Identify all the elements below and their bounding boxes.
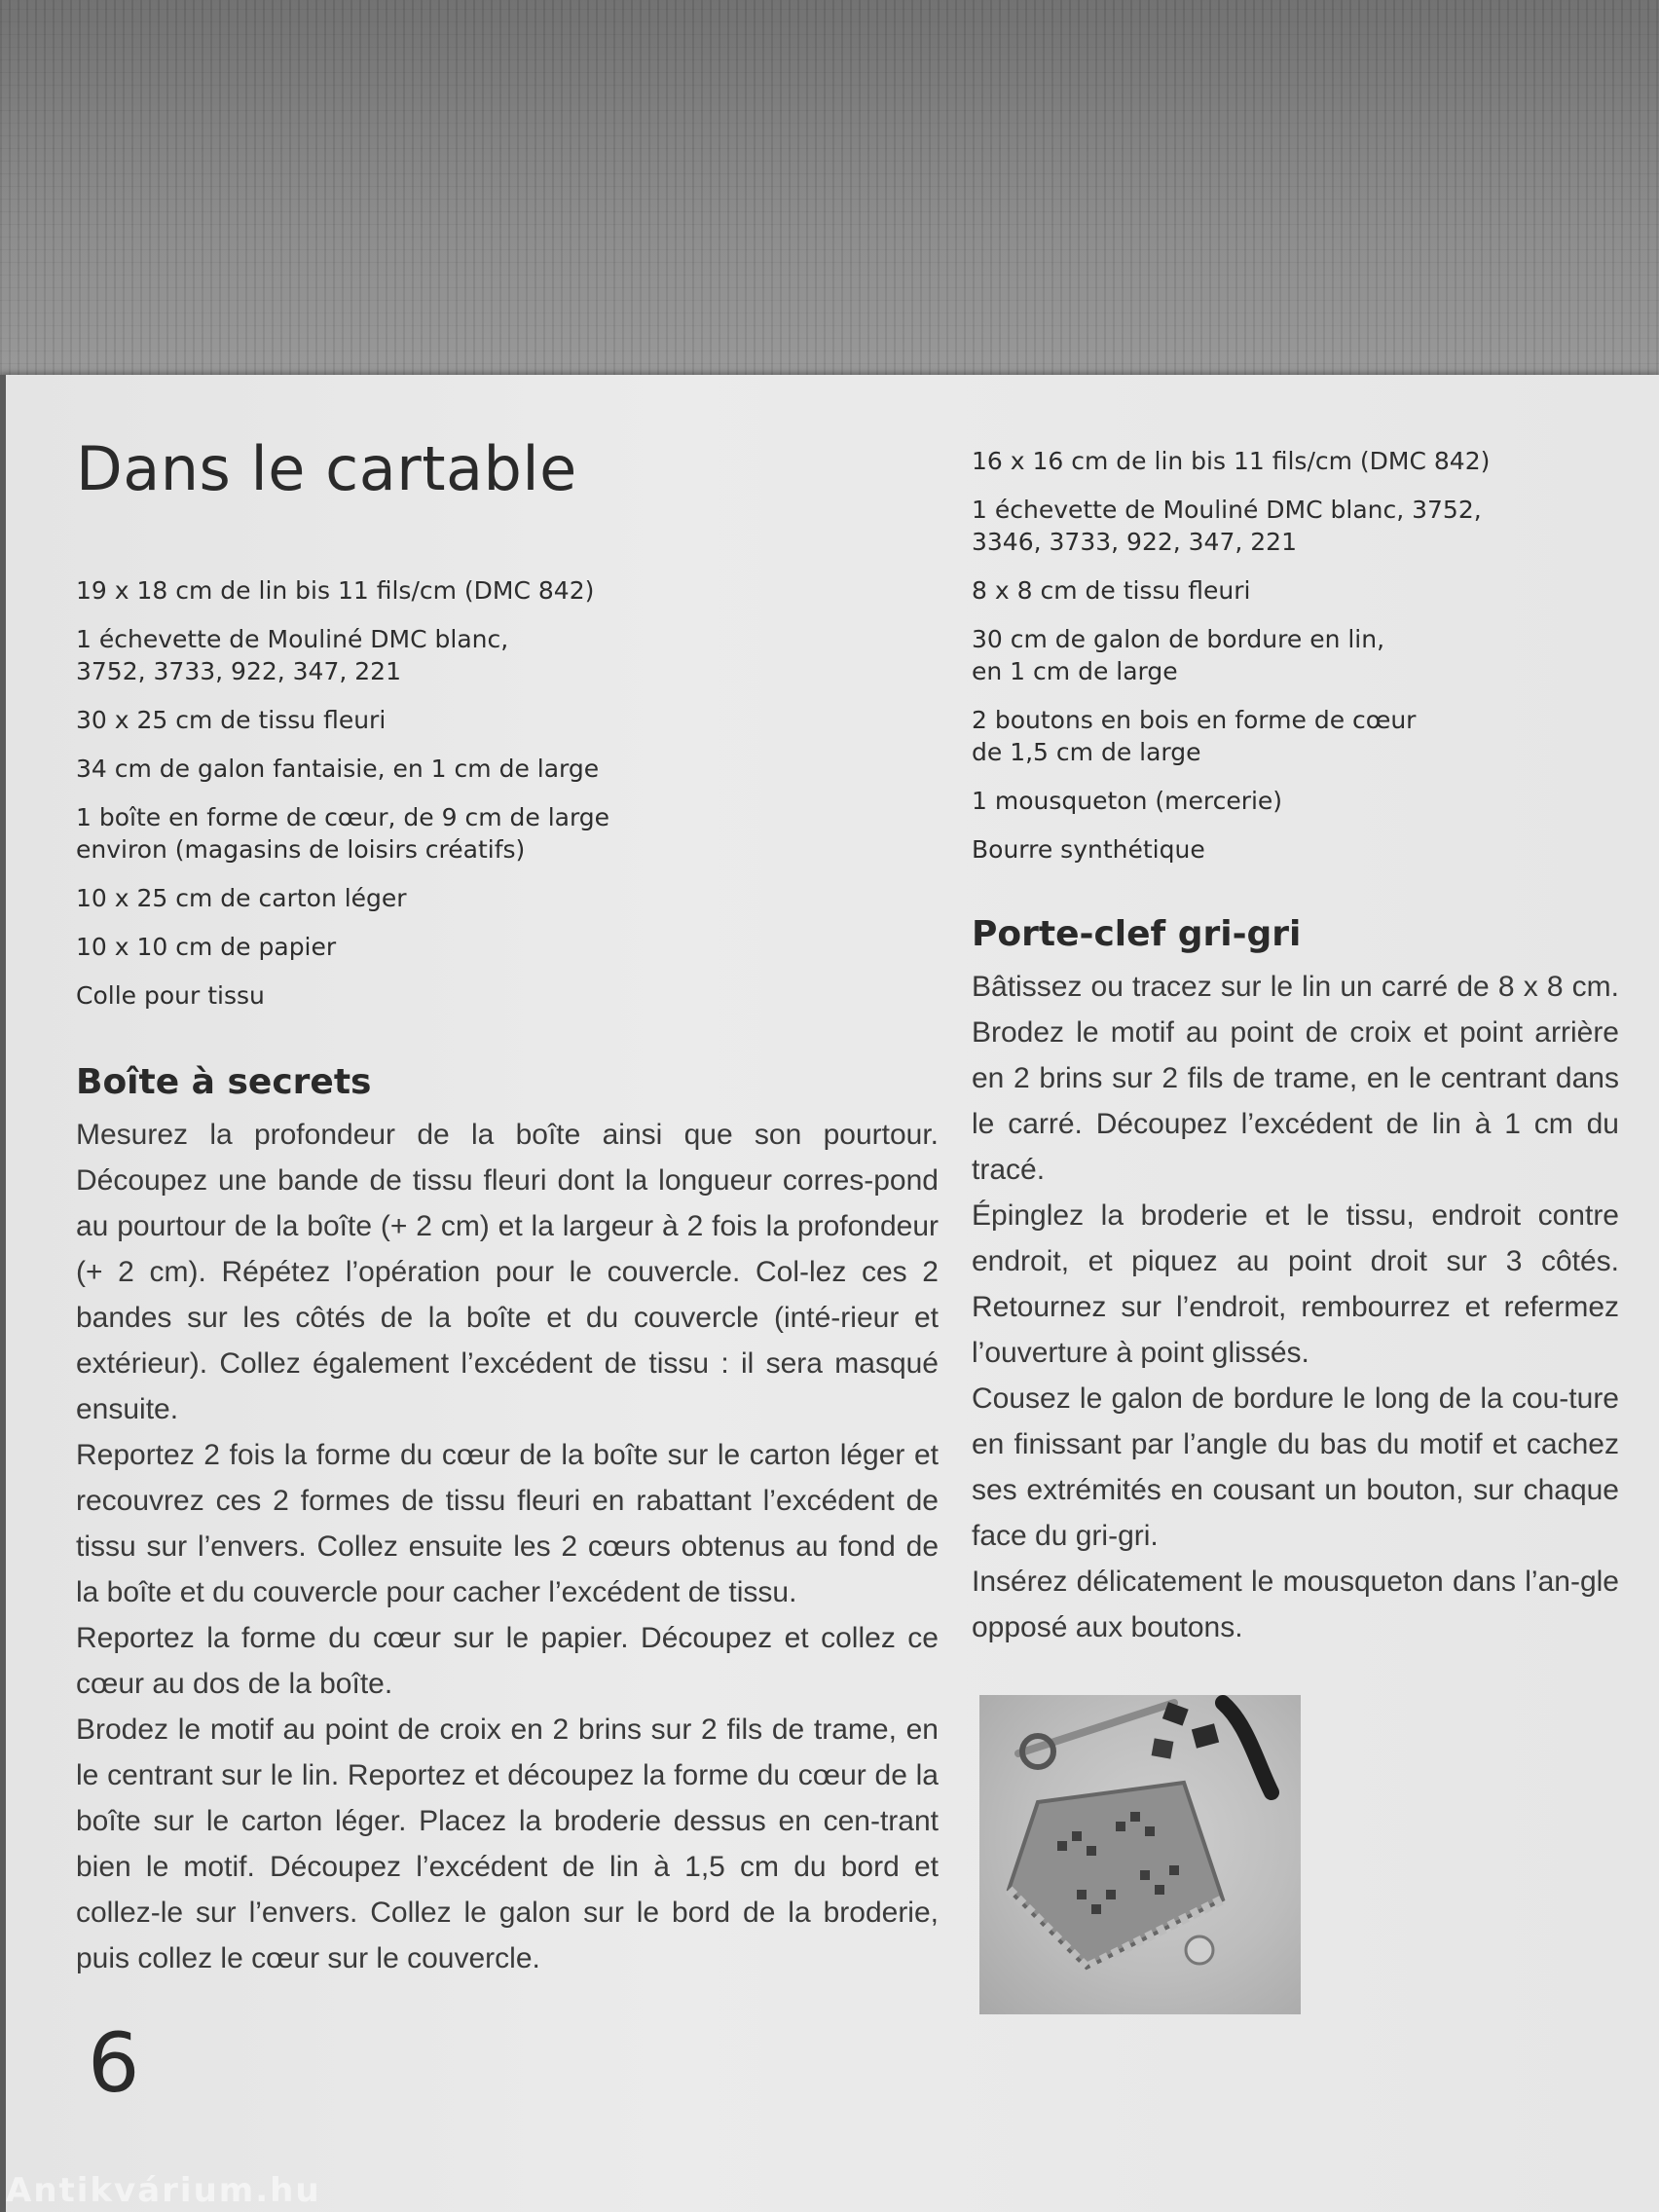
section-title-boite-a-secrets: Boîte à secrets [76, 1062, 372, 1102]
button-shape [1186, 1936, 1213, 1964]
instruction-paragraph: Insérez délicatement le mousqueton dans l’an-gle opposé aux boutons. [972, 1566, 1619, 1643]
instruction-paragraph: Bâtissez ou tracez sur le lin un carré de 8 x 8 cm. Brodez le motif au point de croix et point arrière en 2 brins sur 2 fils de trame, en le centrant dans le carré. Découpez l’excédent de lin à 1 cm du tracé. [972, 971, 1619, 1186]
material-item: 10 x 10 cm de papier [76, 933, 337, 961]
material-item: 30 cm de galon de bordure en lin, en 1 cm de large [972, 625, 1385, 685]
book-page [0, 375, 1659, 2212]
keychain-photo [979, 1695, 1301, 2014]
page-title: Dans le cartable [76, 433, 577, 504]
material-item: 1 boîte en forme de cœur, de 9 cm de large environ (magasins de loisirs créatifs) [76, 803, 610, 864]
page-number: 6 [88, 2015, 140, 2111]
material-item: 34 cm de galon fantaisie, en 1 cm de large [76, 755, 600, 783]
keychain-illustration [979, 1695, 1301, 2014]
instruction-paragraph: Brodez le motif au point de croix en 2 brins sur 2 fils de trame, en le centrant sur le lin. Reportez et découpez la forme du cœur de la boîte sur le carton léger. Placez la broderie dessus en cen-trant bien le motif. Découpez l’excédent de lin à 1,5 cm du bord et collez-le sur l’envers. Collez le galon sur le bord de la broderie, puis collez le cœur sur le couvercle. [76, 1714, 939, 1974]
instruction-paragraph: Cousez le galon de bordure le long de la cou-ture en finissant par l’angle du bas du motif et cachez ses extrémités en cousant un bouton, sur chaque face du gri-gri. [972, 1382, 1619, 1552]
ribbon-shape [1223, 1703, 1272, 1792]
materials-list-gri-gri [972, 445, 1619, 866]
instruction-paragraph: Reportez 2 fois la forme du cœur de la boîte sur le carton léger et recouvrez ces 2 formes de tissu fleuri en rabattant l’excédent de tissu sur l’envers. Collez ensuite les 2 cœurs obtenus au fond de la boîte et du couvercle pour cacher l’excédent de tissu. [76, 1439, 939, 1608]
material-item: 1 échevette de Mouliné DMC blanc, 3752, 3346, 3733, 922, 347, 221 [972, 496, 1482, 556]
instruction-paragraph: Mesurez la profondeur de la boîte ainsi que son pourtour. Découpez une bande de tissu fleuri dont la longueur corres-pond au pourtour de la boîte (+ 2 cm) et la largeur à 2 fois la profondeur (+ 2 cm). Répétez l’opération pour le couvercle. Col-lez ces 2 bandes sur les côtés de la boîte et du couvercle (inté-rieur et extérieur). Collez également l’excédent de tissu : il sera masqué ensuite. [76, 1119, 939, 1425]
instruction-paragraph: Épinglez la broderie et le tissu, endroit contre endroit, et piquez au point droit sur 3 côtés. Retournez sur l’endroit, rembourrez et refermez l’ouverture à point glissés. [972, 1199, 1619, 1369]
section-title-porte-clef: Porte-clef gri-gri [972, 914, 1302, 954]
watermark-text: Antikvárium.hu [6, 2171, 321, 2210]
left-column [76, 433, 942, 1981]
material-item: 19 x 18 cm de lin bis 11 fils/cm (DMC 842) [76, 576, 595, 605]
material-item: 30 x 25 cm de tissu fleuri [76, 706, 387, 734]
material-item: Bourre synthétique [972, 835, 1205, 864]
material-item: 2 boutons en bois en forme de cœur de 1,5 cm de large [972, 706, 1417, 766]
table-surface-background [0, 0, 1659, 389]
bead-shape [1152, 1738, 1174, 1758]
material-item: Colle pour tissu [76, 981, 265, 1010]
instruction-paragraph: Reportez la forme du cœur sur le papier. Découpez et collez ce cœur au dos de la boîte. [76, 1622, 939, 1700]
material-item: 10 x 25 cm de carton léger [76, 884, 407, 912]
materials-list-cartable [76, 574, 942, 1012]
right-column [972, 445, 1619, 1650]
key-rod-shape [1018, 1703, 1174, 1753]
material-item: 1 échevette de Mouliné DMC blanc, 3752, 3733, 922, 347, 221 [76, 625, 509, 685]
material-item: 1 mousqueton (mercerie) [972, 787, 1283, 815]
material-item: 16 x 16 cm de lin bis 11 fils/cm (DMC 842) [972, 447, 1491, 475]
bead-shape [1192, 1723, 1219, 1749]
material-item: 8 x 8 cm de tissu fleuri [972, 576, 1251, 605]
